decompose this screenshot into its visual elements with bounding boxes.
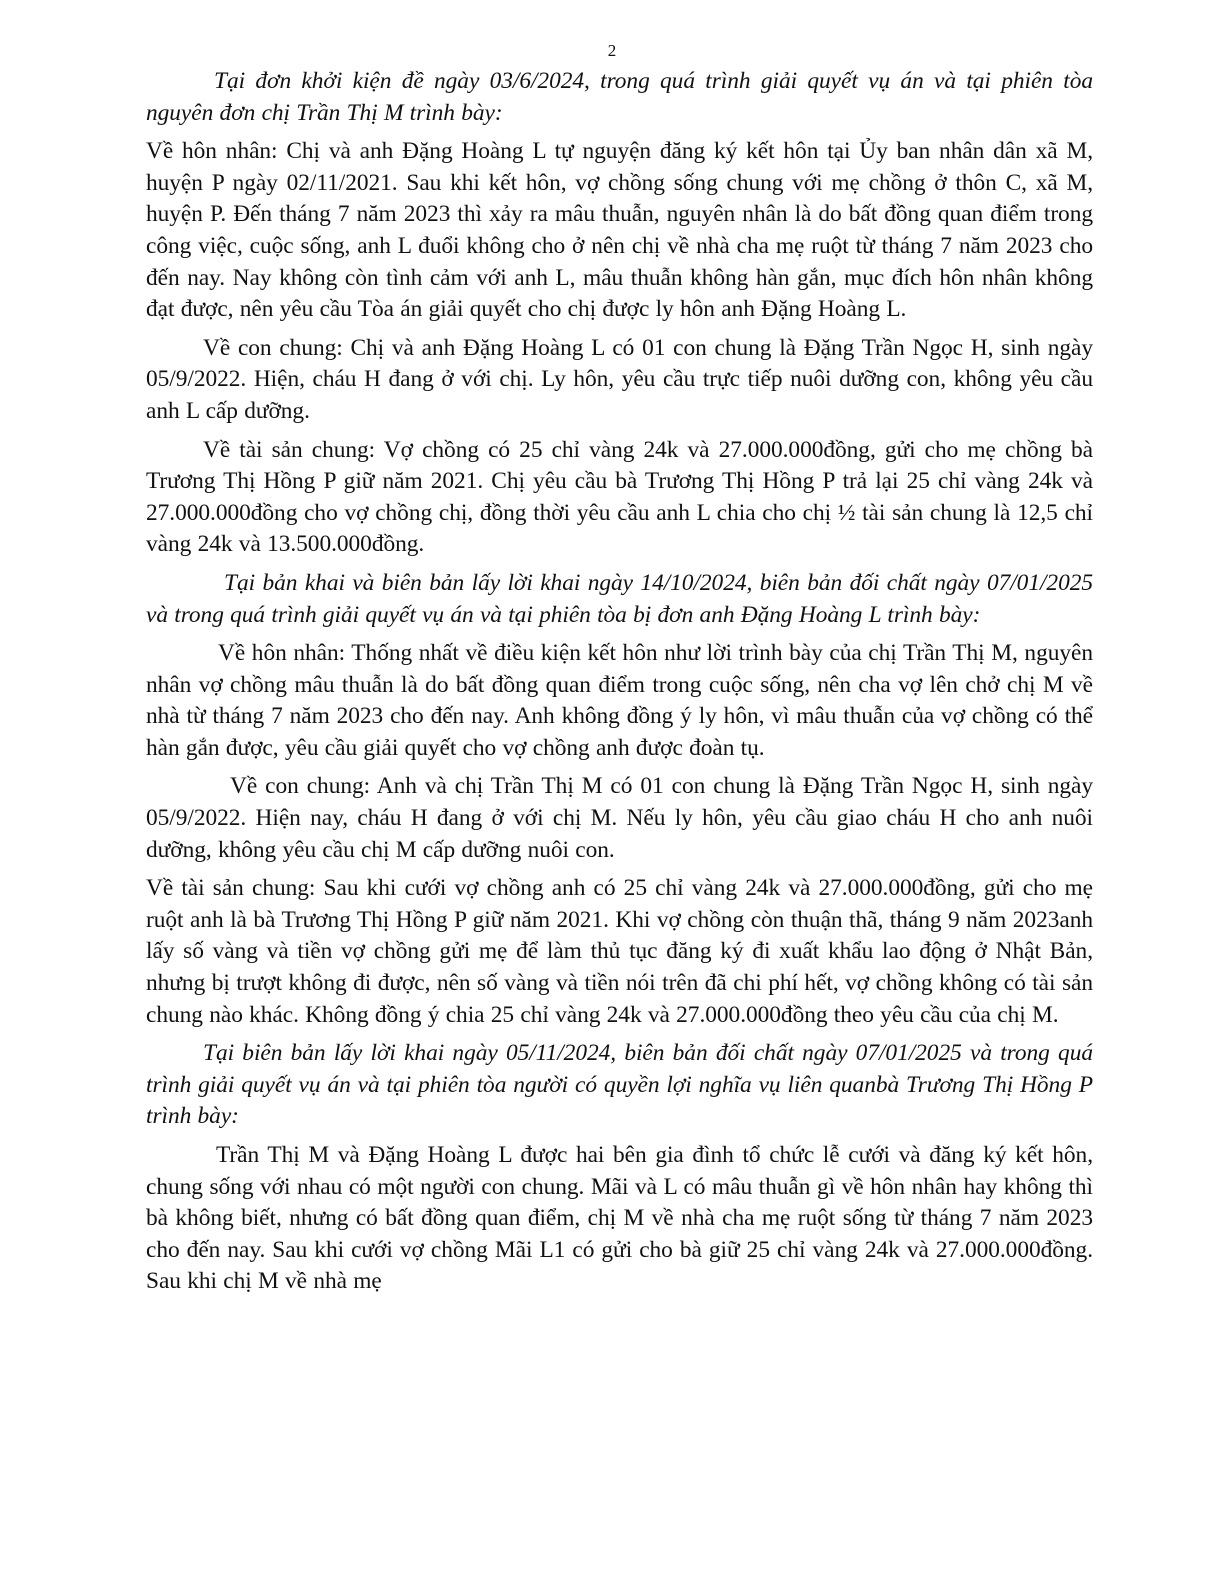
plaintiff-child-paragraph: Về con chung: Chị và anh Đặng Hoàng L có 01 con chung là Đặng Trần Ngọc H, sinh ngày 05/9/2022. Hiện, cháu H đang ở với chị. Ly hôn, yêu cầu trực tiếp nuôi dưỡng con, không yêu cầu anh L cấp dưỡng. <box>146 334 1093 424</box>
plaintiff-statement-intro: Tại đơn khởi kiện đề ngày 03/6/2024, trong quá trình giải quyết vụ án và tại phiên tòa nguyên đơn chị Trần Thị M trình bày: <box>146 68 1093 126</box>
plaintiff-property-paragraph: Về tài sản chung: Vợ chồng có 25 chỉ vàng 24k và 27.000.000đồng, gửi cho mẹ chồng bà Trương Thị Hồng P giữ năm 2021. Chị yêu cầu bà Trương Thị Hồng P trả lại 25 chỉ vàng 24k và 27.000.000đồng cho vợ chồng chị, đồng thời yêu cầu anh L chia cho chị ½ tài sản chung là 12,5 chỉ vàng 24k và 13.500.000đồng. <box>146 436 1093 558</box>
defendant-child-paragraph: Về con chung: Anh và chị Trần Thị M có 01 con chung là Đặng Trần Ngọc H, sinh ngày 05/9/2022. Hiện nay, cháu H đang ở với chị M. Nếu ly hôn, yêu cầu giao cháu H cho anh nuôi dưỡng, không yêu cầu chị M cấp dưỡng nuôi con. <box>146 773 1093 863</box>
related-party-statement-paragraph: Trần Thị M và Đặng Hoàng L được hai bên gia đình tổ chức lễ cưới và đăng ký kết hôn, chung sống với nhau có một người con chung. Mãi và L có mâu thuẫn gì về hôn nhân hay không thì bà không biết, nhưng có bất đồng quan điểm, chị M về nhà cha mẹ ruột sống từ tháng 7 năm 2023 cho đến nay. Sau khi cưới vợ chồng Mãi L1 có gửi cho bà giữ 25 chỉ vàng 24k và 27.000.000đồng. Sau khi chị M về nhà mẹ <box>146 1142 1093 1295</box>
document-body <box>146 66 1093 1298</box>
page-number: 2 <box>607 41 617 60</box>
defendant-property-paragraph: Về tài sản chung: Sau khi cưới vợ chồng anh có 25 chỉ vàng 24k và 27.000.000đồng, gửi cho mẹ ruột anh là bà Trương Thị Hồng P giữ năm 2021. Khi vợ chồng còn thuận thã, tháng 9 năm 2023anh lấy số vàng và tiền vợ chồng gửi mẹ để làm thủ tục đăng ký đi xuất khẩu lao động ở Nhật Bản, nhưng bị trượt không đi được, nên số vàng và tiền nói trên đã chi phí hết, vợ chồng không có tài sản chung nào khác. Không đồng ý chia 25 chỉ vàng 24k và 27.000.000đồng theo yêu cầu của chị M. <box>146 875 1093 1028</box>
plaintiff-marriage-paragraph: Về hôn nhân: Chị và anh Đặng Hoàng L tự nguyện đăng ký kết hôn tại Ủy ban nhân dân xã M, huyện P ngày 02/11/2021. Sau khi kết hôn, vợ chồng sống chung với mẹ chồng ở thôn C, xã M, huyện P. Đến tháng 7 năm 2023 thì xảy ra mâu thuẫn, nguyên nhân là do bất đồng quan điểm trong công việc, cuộc sống, anh L đuổi không cho ở nên chị về nhà cha mẹ ruột từ tháng 7 năm 2023 cho đến nay. Nay không còn tình cảm với anh L, mâu thuẫn không hàn gắn, mục đích hôn nhân không đạt được, nên yêu cầu Tòa án giải quyết cho chị được ly hôn anh Đặng Hoàng L. <box>146 138 1093 323</box>
related-party-statement-intro: Tại biên bản lấy lời khai ngày 05/11/2024, biên bản đối chất ngày 07/01/2025 và trong quá trình giải quyết vụ án và tại phiên tòa người có quyền lợi nghĩa vụ liên quanbà Trương Thị Hồng P trình bày: <box>146 1040 1093 1130</box>
defendant-statement-intro: Tại bản khai và biên bản lấy lời khai ngày 14/10/2024, biên bản đối chất ngày 07/01/2025 và trong quá trình giải quyết vụ án và tại phiên tòa bị đơn anh Đặng Hoàng L trình bày: <box>146 569 1093 628</box>
defendant-marriage-paragraph: Về hôn nhân: Thống nhất về điều kiện kết hôn như lời trình bày của chị Trần Thị M, nguyên nhân vợ chồng mâu thuẫn là do bất đồng quan điểm trong cuộc sống, nên cha vợ lên chở chị M về nhà từ tháng 7 năm 2023 cho đến nay. Anh không đồng ý ly hôn, vì mâu thuẫn của vợ chồng có thể hàn gắn được, yêu cầu giải quyết cho vợ chồng anh được đoàn tụ. <box>146 640 1093 761</box>
